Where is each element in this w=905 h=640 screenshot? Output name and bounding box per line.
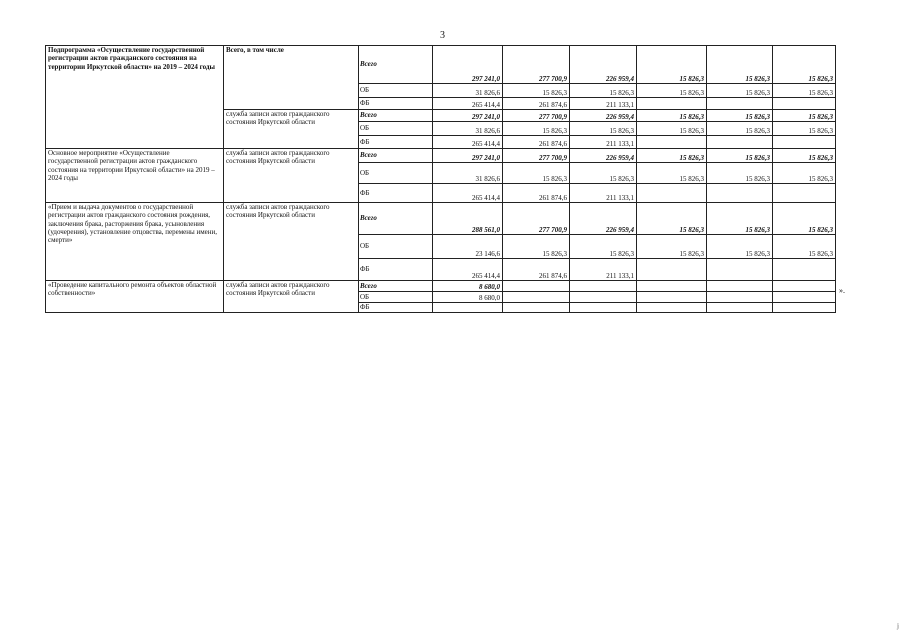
- value-cell: [707, 184, 773, 203]
- table-row: [46, 281, 836, 292]
- value-cell: [707, 303, 773, 313]
- funding-source: ОБ: [359, 235, 433, 259]
- program-name: «Прием и выдача документов о государственной регистрации актов гражданского состояния рождения, заключения брака, расторжения брака, усыновления (удочерения), установление отцовства, перемены имени, смерти»: [46, 203, 224, 281]
- value-cell: 15 826,3: [773, 84, 836, 98]
- table-row: [46, 149, 836, 163]
- value-cell: [637, 259, 707, 281]
- value-cell: 261 874,6: [503, 98, 570, 110]
- value-cell: [637, 136, 707, 149]
- value-cell: [570, 292, 637, 303]
- value-cell: 15 826,3: [773, 122, 836, 136]
- value-cell: 15 826,3: [503, 122, 570, 136]
- page-number: 3: [440, 30, 445, 41]
- funding-source: ОБ: [359, 163, 433, 184]
- value-cell: [773, 184, 836, 203]
- value-cell: 15 826,3: [503, 235, 570, 259]
- edge-scan-mark: j: [897, 622, 899, 630]
- value-cell: 15 826,3: [570, 84, 637, 98]
- value-cell: [503, 303, 570, 313]
- value-cell: 297 241,0: [433, 46, 503, 84]
- table-row: [46, 46, 836, 84]
- value-cell: 15 826,3: [707, 203, 773, 235]
- value-cell: 15 826,3: [773, 235, 836, 259]
- value-cell: 15 826,3: [773, 203, 836, 235]
- value-cell: 15 826,3: [637, 163, 707, 184]
- sub-executor-name: служба записи актов гражданского состояния Иркутской области: [224, 110, 359, 149]
- value-cell: 15 826,3: [773, 46, 836, 84]
- funding-source: ФБ: [359, 303, 433, 313]
- value-cell: 15 826,3: [707, 110, 773, 122]
- value-cell: [707, 259, 773, 281]
- value-cell: 277 700,9: [503, 46, 570, 84]
- value-cell: 31 826,6: [433, 84, 503, 98]
- value-cell: 261 874,6: [503, 136, 570, 149]
- program-name: «Проведение капитального ремонта объектов областной собственности»: [46, 281, 224, 313]
- executor-name: служба записи актов гражданского состояния Иркутской области: [224, 149, 359, 203]
- value-cell: 15 826,3: [707, 84, 773, 98]
- value-cell: 226 959,4: [570, 203, 637, 235]
- value-cell: 211 133,1: [570, 184, 637, 203]
- value-cell: 15 826,3: [637, 84, 707, 98]
- value-cell: 277 700,9: [503, 149, 570, 163]
- value-cell: [773, 259, 836, 281]
- value-cell: 211 133,1: [570, 98, 637, 110]
- value-cell: 15 826,3: [637, 149, 707, 163]
- value-cell: 15 826,3: [707, 122, 773, 136]
- funding-source: ОБ: [359, 122, 433, 136]
- value-cell: 297 241,0: [433, 149, 503, 163]
- value-cell: 261 874,6: [503, 259, 570, 281]
- value-cell: [773, 281, 836, 292]
- value-cell: [503, 281, 570, 292]
- value-cell: 15 826,3: [637, 235, 707, 259]
- funding-source: Всего: [359, 203, 433, 235]
- value-cell: [637, 281, 707, 292]
- value-cell: 15 826,3: [637, 203, 707, 235]
- value-cell: [707, 136, 773, 149]
- funding-source: ФБ: [359, 259, 433, 281]
- funding-source: ФБ: [359, 98, 433, 110]
- value-cell: 15 826,3: [570, 235, 637, 259]
- value-cell: 297 241,0: [433, 110, 503, 122]
- value-cell: 8 680,0: [433, 292, 503, 303]
- value-cell: 277 700,9: [503, 203, 570, 235]
- value-cell: 15 826,3: [503, 163, 570, 184]
- value-cell: [773, 303, 836, 313]
- value-cell: 15 826,3: [570, 163, 637, 184]
- value-cell: [637, 303, 707, 313]
- value-cell: [503, 292, 570, 303]
- value-cell: 15 826,3: [707, 235, 773, 259]
- value-cell: [433, 303, 503, 313]
- value-cell: [637, 98, 707, 110]
- funding-source: ФБ: [359, 184, 433, 203]
- program-name: Подпрограмма «Осуществление государственной регистрации актов гражданского состояния на территории Иркутской области» на 2019 – 2024 годы: [46, 46, 224, 149]
- executor-name: Всего, в том числе: [224, 46, 359, 110]
- value-cell: 15 826,3: [773, 163, 836, 184]
- executor-name: служба записи актов гражданского состояния Иркутской области: [224, 203, 359, 281]
- value-cell: 15 826,3: [773, 110, 836, 122]
- value-cell: [773, 98, 836, 110]
- value-cell: 31 826,6: [433, 163, 503, 184]
- value-cell: 277 700,9: [503, 110, 570, 122]
- value-cell: [707, 281, 773, 292]
- funding-source: ФБ: [359, 136, 433, 149]
- funding-source: ОБ: [359, 84, 433, 98]
- executor-name: служба записи актов гражданского состояния Иркутской области: [224, 281, 359, 313]
- value-cell: 265 414,4: [433, 136, 503, 149]
- value-cell: 226 959,4: [570, 110, 637, 122]
- value-cell: 261 874,6: [503, 184, 570, 203]
- value-cell: [707, 292, 773, 303]
- value-cell: [773, 292, 836, 303]
- value-cell: 226 959,4: [570, 46, 637, 84]
- value-cell: [637, 292, 707, 303]
- value-cell: 15 826,3: [707, 163, 773, 184]
- value-cell: [570, 281, 637, 292]
- value-cell: 23 146,6: [433, 235, 503, 259]
- funding-source: ОБ: [359, 292, 433, 303]
- value-cell: 15 826,3: [773, 149, 836, 163]
- value-cell: 288 561,0: [433, 203, 503, 235]
- closing-quote-mark: ».: [839, 286, 845, 295]
- funding-source: Всего: [359, 149, 433, 163]
- value-cell: 15 826,3: [637, 110, 707, 122]
- value-cell: [570, 303, 637, 313]
- value-cell: 15 826,3: [570, 122, 637, 136]
- value-cell: 15 826,3: [637, 122, 707, 136]
- value-cell: 15 826,3: [637, 46, 707, 84]
- value-cell: [773, 136, 836, 149]
- value-cell: [707, 98, 773, 110]
- value-cell: 211 133,1: [570, 259, 637, 281]
- value-cell: 15 826,3: [707, 149, 773, 163]
- value-cell: 31 826,6: [433, 122, 503, 136]
- funding-source: Всего: [359, 110, 433, 122]
- funding-source: Всего: [359, 46, 433, 84]
- value-cell: 265 414,4: [433, 184, 503, 203]
- value-cell: 265 414,4: [433, 98, 503, 110]
- budget-table: [45, 45, 836, 313]
- funding-source: Всего: [359, 281, 433, 292]
- value-cell: 8 680,0: [433, 281, 503, 292]
- value-cell: 15 826,3: [707, 46, 773, 84]
- value-cell: 265 414,4: [433, 259, 503, 281]
- value-cell: 226 959,4: [570, 149, 637, 163]
- value-cell: 211 133,1: [570, 136, 637, 149]
- value-cell: [637, 184, 707, 203]
- value-cell: 15 826,3: [503, 84, 570, 98]
- program-name: Основное мероприятие «Осуществление государственной регистрации актов гражданского состояния на территории Иркутской области» на 2019 – 2024 годы: [46, 149, 224, 203]
- table-row: [46, 203, 836, 235]
